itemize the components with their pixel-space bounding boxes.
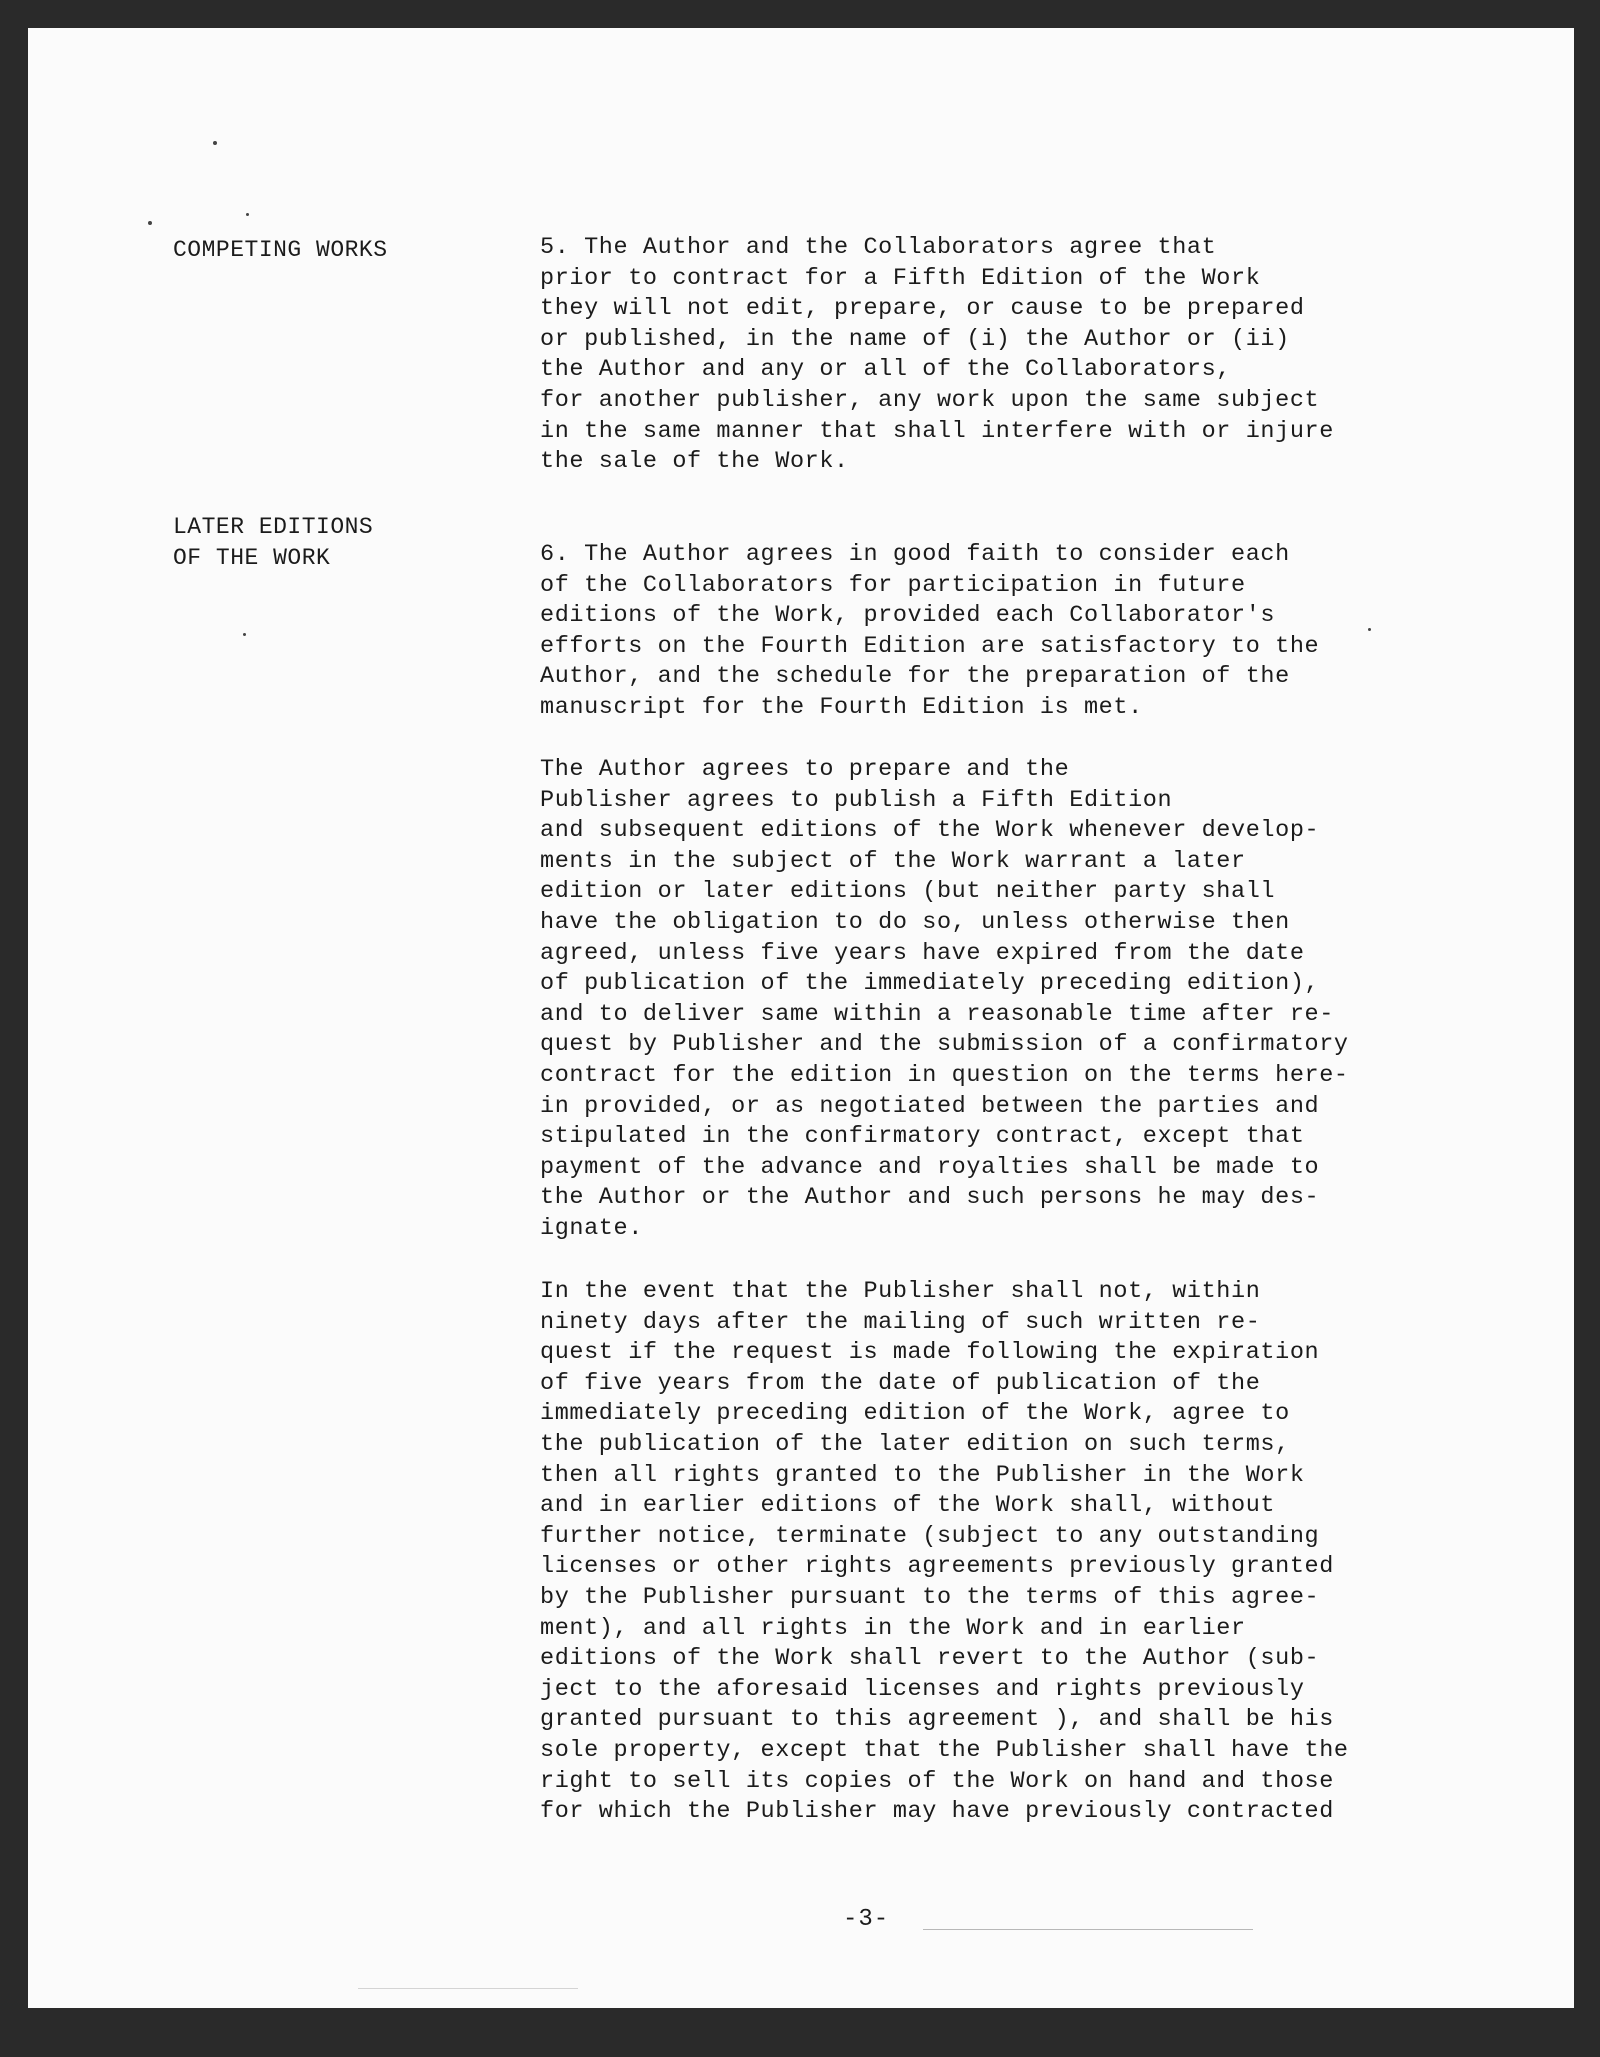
scan-artifact-line xyxy=(923,1929,1253,1930)
scan-speck xyxy=(243,633,246,636)
later-editions-paragraph: The Author agrees to prepare and the Publisher agrees to publish a Fifth Edition and subsequent editions of the Work whenever develop- ments in the subject of the Work warrant a later edition or later editions (but neither party shall have the obligation to do so, unless otherwise then agreed, unless five years have expired from the date of publication of the immediately preceding edition), and to deliver same within a reasonable time after re- quest by Publisher and the submission of a confirmatory contract for the edition in question on the terms here- in provided, or as negotiated between the parties and stipulated in the confirmatory contract, except that payment of the advance and royalties shall be made to the Author or the Author and such persons he may des- ignate. xyxy=(540,756,1349,1242)
scan-artifact-line xyxy=(358,1988,578,1989)
scan-speck xyxy=(246,213,249,216)
scan-speck xyxy=(148,221,152,225)
scan-speck xyxy=(213,141,217,145)
section-heading-competing-works: COMPETING WORKS xyxy=(173,237,388,263)
termination-paragraph: In the event that the Publisher shall not, within ninety days after the mailing of such written re- quest if the request is made following the expiration of five years from the date of publication of the immediately preceding edition of the Work, agree to the publication of the later edition on such terms, then all rights granted to the Publisher in the Work and in earlier editions of the Work shall, without further notice, terminate (subject to any outstanding licenses or other rights agreements previously granted by the Publisher pursuant to the terms of this agree- ment), and all rights in the Work and in earlier editions of the Work shall revert to the Author (sub- ject to the aforesaid licenses and rights previously granted pursuant to this agreement ), and shall be his sole property, except that the Publisher shall have the right to sell its copies of the Work on hand and those for which the Publisher may have previously contracted xyxy=(540,1278,1349,1826)
section-heading-later-editions: LATER EDITIONS OF THE WORK xyxy=(173,514,374,571)
clause-5-paragraph: 5. The Author and the Collaborators agree that prior to contract for a Fifth Edition of the Work they will not edit, prepare, or cause to be prepared or published, in the name of (i) the Author or (ii) the Author and any or all of the Collaborators, for another publisher, any work upon the same subject in the same manner that shall interfere with or injure the sale of the Work. xyxy=(540,234,1334,476)
clause-6-paragraph: 6. The Author agrees in good faith to consider each of the Collaborators for participation in future editions of the Work, provided each Collaborator's efforts on the Fourth Edition are satisfactory to the Author, and the schedule for the preparation of the manuscript for the Fourth Edition is met. xyxy=(540,541,1320,721)
page-number: -3- xyxy=(843,1906,890,1933)
document-page xyxy=(28,28,1574,2008)
